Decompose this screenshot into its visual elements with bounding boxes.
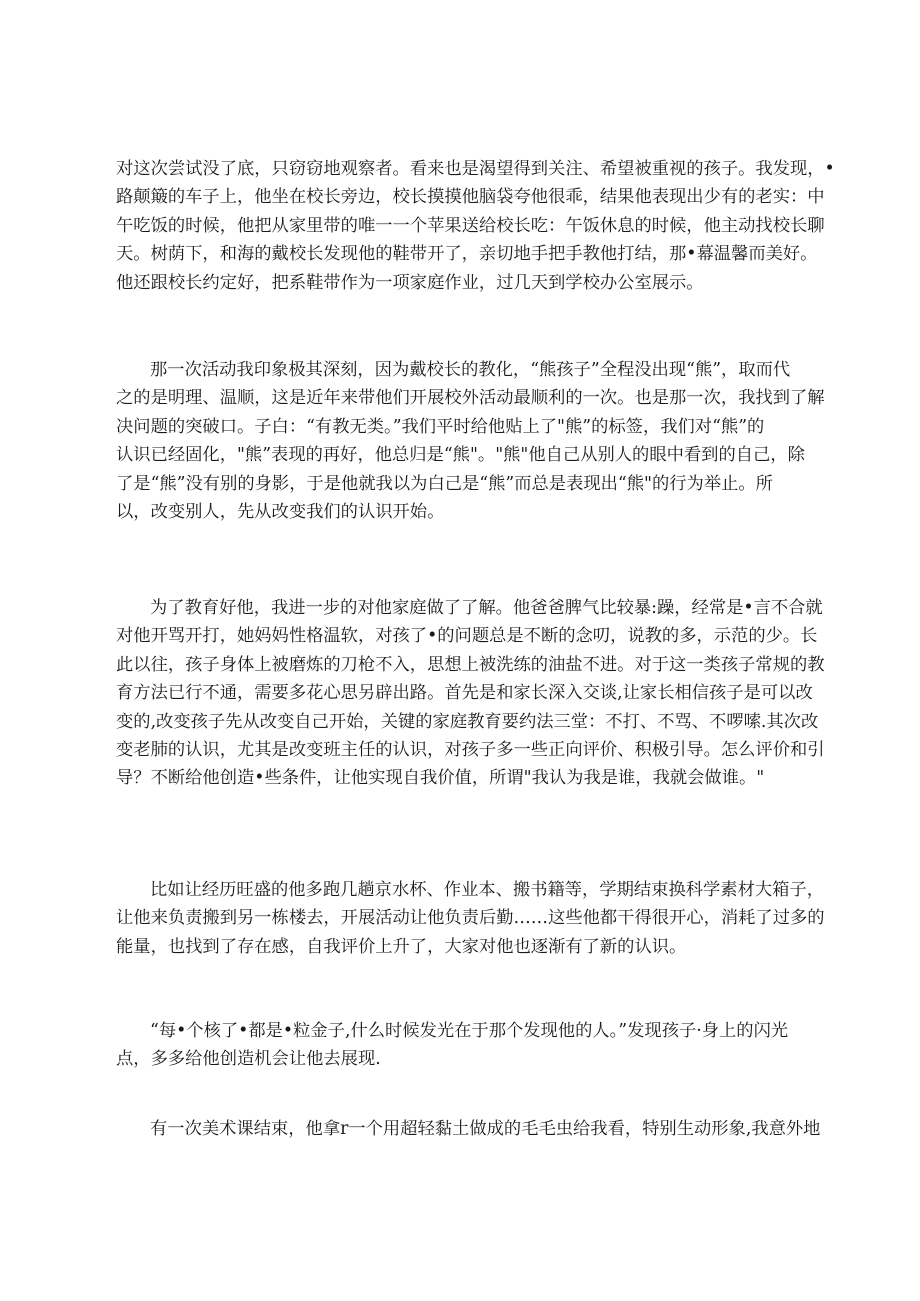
text-line: 育方法已行不通，需要多花心思另辟出路。首先是和家长深入交谈,让家长相信孩子是可以改 <box>116 683 813 704</box>
text-line: 午吃饭的时候，他把从家里带的唯一一个苹果送给校长吃：午饭休息的时候，他主动找校长聊 <box>116 215 825 236</box>
paragraph <box>116 594 825 793</box>
text-line: 此以往，孩子身体上被磨炼的刀枪不入，思想上被洗练的油盐不进。对于这一类孩子常规的教 <box>116 654 825 675</box>
paragraph <box>116 1115 821 1143</box>
text-line: 对他开骂开打，她妈妈性格温软，对孩了•的问题总是不断的念叨，说教的多，示范的少。长 <box>116 626 818 647</box>
text-line: “每•个核了•都是•粒金子,什么时候发光在于那个发现他的人。”发现孩子·身上的闪光 <box>150 1021 789 1041</box>
text-line: 天。树荫下，和海的戴校长发现他的鞋带开了，亲切地手把手教他打结，那•幕温馨而美好。 <box>116 244 818 265</box>
text-line: 有一次美术课结束，他拿r一个用超轻黏土做成的毛毛虫给我看，特别生动形象,我意外地 <box>150 1119 821 1139</box>
text-line: 变老肺的认识，尤其是改变班主任的认识，对孩子多一些正向评价、积极引导。怎么评价和引 <box>116 739 825 760</box>
text-line: 那一次活动我印象极其深刻，因为戴校长的教化，“熊孩子”全程没出现“熊”，取而代 <box>150 360 791 380</box>
text-line: 他还跟校长约定好，把系鞋带作为一项家庭作业，过几天到学校办公室展示。 <box>116 272 704 293</box>
paragraph <box>116 155 835 297</box>
text-line: 为了教育好他，我进一步的对他家庭做了了解。他爸爸脾气比较暴:躁，经常是•言不合就 <box>150 598 823 618</box>
text-line: 让他来负责搬到另一栋楼去，开展活动让他负责后勤……这些他都干得很开心，消耗了过多的 <box>116 908 825 929</box>
text-line: 能量，也找到了存在感，自我评价上升了，大家对他也逐渐有了新的认识。 <box>116 936 687 957</box>
text-line: 决问题的突破口。子白：“有教无类。”我们平时给他贴上了"熊”的标签，我们对“熊”的 <box>116 416 765 437</box>
text-line: 比如让经历旺盛的他多跑几趟京水杯、作业本、搬书籍等，学期结束换科学素材大箱子， <box>150 880 824 900</box>
paragraph <box>116 1017 816 1074</box>
paragraph <box>116 876 825 961</box>
text-line: 了是“熊”没有别的身影，于是他就我以为白己是“熊”而总是表现出“熊"的行为举止。所 <box>116 473 773 494</box>
text-line: 变的,改变孩子先从改变自己开始，关键的家庭教育要约法三堂：不打、不骂、不啰嗦.其次改 <box>116 711 819 732</box>
text-line: 路颠簸的车子上，他坐在校长旁边，校长摸摸他脑袋夸他很乖，结果他表现出少有的老实：中 <box>116 187 825 208</box>
text-line: 点，多多给他创造机会让他去展现. <box>116 1049 381 1070</box>
paragraph <box>116 356 825 526</box>
text-line: 之的是明理、温顺，这是近年来带他们开展校外活动最顺利的一次。也是那一次，我找到了解 <box>116 388 825 409</box>
text-line: 以，改变别人，先从改变我们的认识开始。 <box>116 501 445 522</box>
text-line: 对这次尝试没了底，只窃窃地观察者。看来也是渴望得到关注、希望被重视的孩子。我发现，• <box>116 159 835 179</box>
text-line: 导？不断给他创造•些条件，让他实现自我价值，所谓"我认为我是谁，我就会做谁。" <box>116 768 765 789</box>
text-line: 认识已经固化，"熊”表现的再好，他总归是“熊"。"熊"他自己从别人的眼中看到的自己，除 <box>116 445 805 466</box>
